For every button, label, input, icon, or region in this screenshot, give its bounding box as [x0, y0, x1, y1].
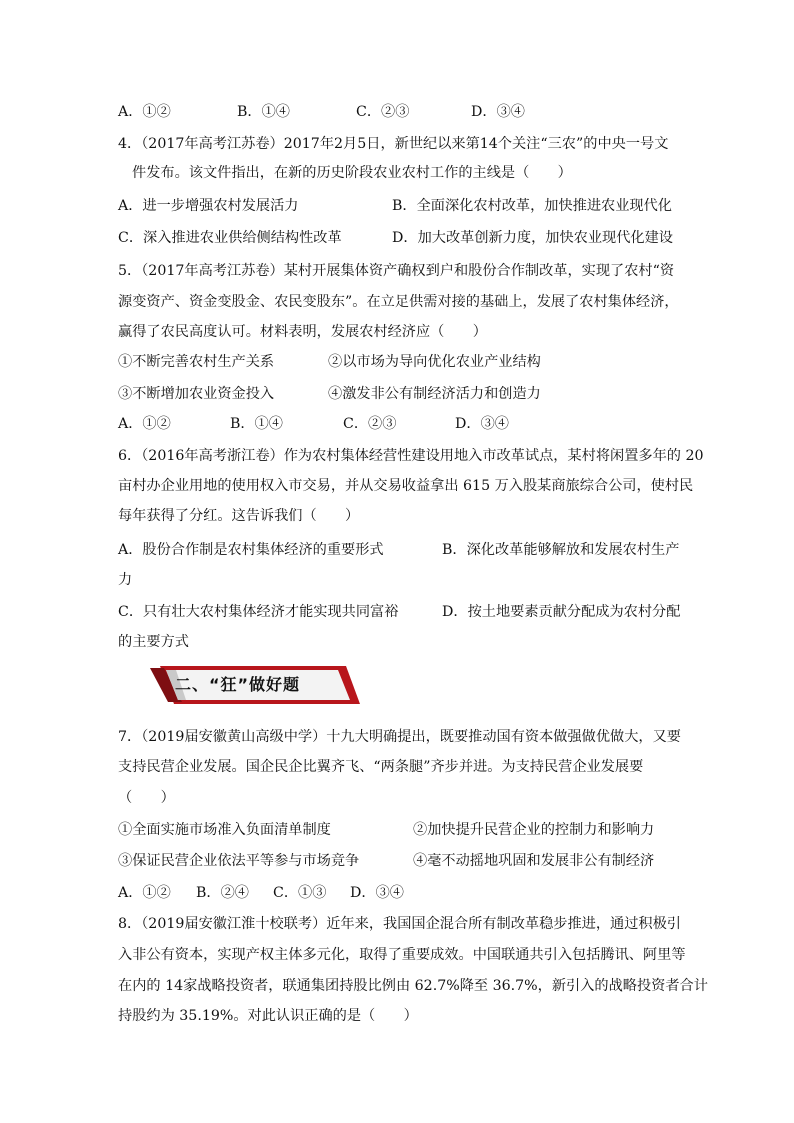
- q7-option-a: A．①②: [118, 885, 171, 901]
- q7-item-2: ②加快提升民营企业的控制力和影响力: [413, 822, 655, 838]
- q7-option-c: C．①③: [273, 885, 327, 901]
- q4-stem-line2: 件发布。该文件指出，在新的历史阶段农业农村工作的主线是（ ）: [132, 165, 572, 181]
- q6-stem-line1: 6．（2016年高考浙江卷）作为农村集体经营性建设用地入市改革试点，某村将闲置多年的 20: [118, 448, 704, 464]
- q5-option-d: D．③④: [455, 416, 509, 432]
- q5-option-a: A．①②: [118, 416, 171, 432]
- q6-option-d: D．按土地要素贡献分配成为农村分配: [442, 604, 681, 620]
- q5-stem-line3: 赢得了农民高度认可。材料表明，发展农村经济应（ ）: [118, 324, 487, 340]
- q5-option-b: B．①④: [230, 416, 283, 432]
- q5-option-c: C．②③: [343, 416, 397, 432]
- q4-option-a: A．进一步增强农村发展活力: [118, 198, 299, 214]
- q8-stem-line2: 入非公有资本，实现产权主体多元化，取得了重要成效。中国联通共引入包括腾讯、阿里等: [118, 947, 686, 963]
- q6-option-a: A．股份合作制是农村集体经济的重要形式: [118, 542, 384, 558]
- q5-stem-line2: 源变资产、资金变股金、农民变股东”。在立足供需对接的基础上，发展了农村集体经济，: [118, 294, 679, 310]
- q6-option-b: B．深化改革能够解放和发展农村生产: [442, 542, 680, 558]
- q5-item-3: ③不断增加农业资金投入: [118, 386, 275, 402]
- q3-option-a: A．①②: [118, 104, 171, 120]
- q5-item-2: ②以市场为导向优化农业产业结构: [328, 354, 541, 370]
- q6-option-d-continued: 的主要方式: [118, 634, 189, 650]
- q6-option-b-continued: 力: [118, 572, 133, 588]
- q7-item-3: ③保证民营企业依法平等参与市场竞争: [118, 853, 360, 869]
- section-title: 二、“狂”做好题: [175, 675, 301, 694]
- q5-stem-line1: 5．（2017年高考江苏卷）某村开展集体资产确权到户和股份合作制改革，实现了农村“资: [118, 263, 675, 279]
- q7-stem-line1: 7．（2019届安徽黄山高级中学）十九大明确提出，既要推动国有资本做强做优做大，又要: [118, 729, 681, 745]
- q3-option-b: B．①④: [237, 104, 290, 120]
- q6-stem-line3: 每年获得了分红。这告诉我们（ ）: [118, 508, 360, 524]
- q7-stem-line2: 支持民营企业发展。国企民企比翼齐飞、“两条腿”齐步并进。为支持民营企业发展要: [118, 759, 644, 775]
- q8-stem-line3: 在内的 14家战略投资者，联通集团持股比例由 62.7%降至 36.7%，新引入的战略投资者合计: [118, 978, 708, 994]
- q3-option-d: D．③④: [471, 104, 525, 120]
- q8-stem-line4: 持股约为 35.19%。对此认识正确的是（ ）: [118, 1008, 418, 1024]
- q4-option-b: B．全面深化农村改革，加快推进农业现代化: [392, 198, 672, 214]
- q7-item-1: ①全面实施市场准入负面清单制度: [118, 822, 331, 838]
- q7-option-b: B．②④: [196, 885, 249, 901]
- q5-item-1: ①不断完善农村生产关系: [118, 354, 275, 370]
- q4-option-d: D．加大改革创新力度，加快农业现代化建设: [392, 230, 673, 246]
- q7-item-4: ④毫不动摇地巩固和发展非公有制经济: [413, 853, 655, 869]
- q3-option-c: C．②③: [356, 104, 410, 120]
- q4-option-c: C．深入推进农业供给侧结构性改革: [118, 230, 342, 246]
- q8-stem-line1: 8．（2019届安徽江淮十校联考）近年来，我国国企混合所有制改革稳步推进，通过积极引: [118, 916, 681, 932]
- q4-stem-line1: 4．（2017年高考江苏卷）2017年2月5日，新世纪以来第14个关注“三农”的中央一号文: [118, 136, 669, 152]
- q6-option-c: C．只有壮大农村集体经济才能实现共同富裕: [118, 604, 399, 620]
- q5-item-4: ④激发非公有制经济活力和创造力: [328, 386, 541, 402]
- q7-stem-line3: （ ）: [118, 790, 175, 806]
- q6-stem-line2: 亩村办企业用地的使用权入市交易，并从交易收益拿出 615 万入股某商旅综合公司，使村民: [118, 478, 694, 494]
- q7-option-d: D．③④: [350, 885, 404, 901]
